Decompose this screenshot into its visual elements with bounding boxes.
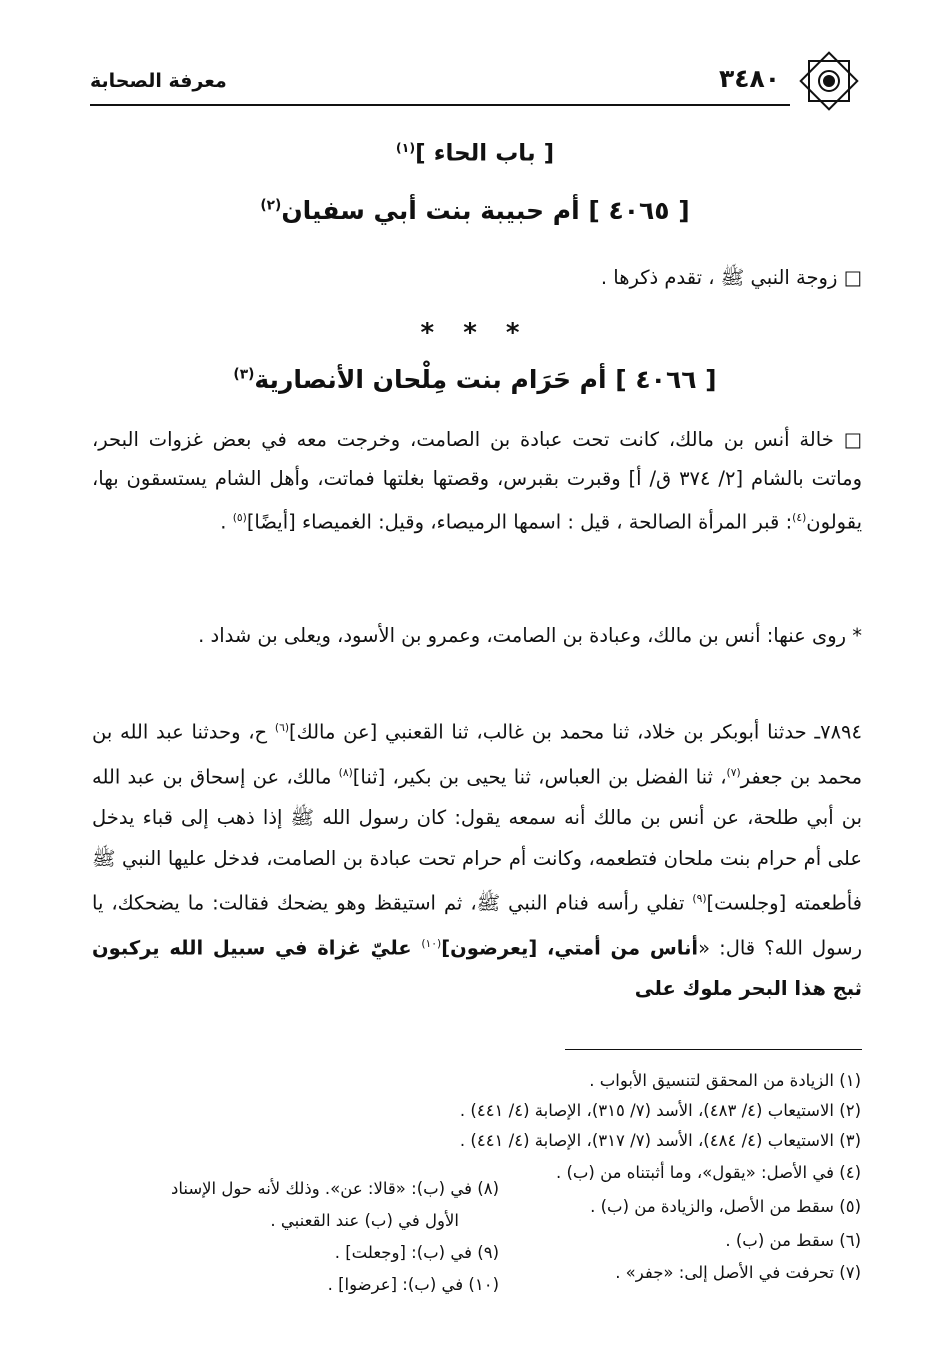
footnote-ref: (٦) <box>274 721 290 734</box>
footnote: (٧) تحرفت في الأصل إلى: «جفر» . <box>615 1263 861 1282</box>
chapter-heading: [ باب الحاء ]$^{(١)}$ <box>395 140 555 167</box>
footnote: (٦) سقط من (ب) . <box>725 1231 861 1250</box>
footnote-ref: (٣) <box>233 366 255 383</box>
footnote: (٤) في الأصل: «يقول»، وما أثبتناه من (ب) . <box>555 1163 861 1182</box>
hadith-paragraph: ٧٨٩٤ـ حدثنا أبوبكر بن خلاد، ثنا محمد بن غالب، ثنا القعنبي [عن مالك]$^{(٦)}$ ح، وحدثنا عبد الله بن محمد بن جعفر$^{(٧)}$، ثنا الفضل بن العباس، ثنا يحيى بن بكير، [ثنا]$^{(٨)}$ مالك، عن إسحاق بن عبد الله بن أبي طلحة، عن أنس بن مالك أنه سمعه يقول: كان رسول الله ﷺ إذا ذهب إلى قباء يدخل على أم حرام بنت ملحان فتطعمه، وكانت أم حرام تحت عبادة بن الصامت، فدخل عليها النبي ﷺ فأطعمته [وجلست]$^{(٩)}$ تفلي رأسه فنام النبي ﷺ، ثم استيقظ وهو يضحك فقالت: ما يضحكك، يا رسول الله؟ قال: «أناس من أمتي، [يعرضون]$^{(١٠)}$ عليّ غزاة في سبيل الله يركبون ثبج هذا البحر ملوك على <box>92 720 863 1000</box>
biography-paragraph: □ خالة أنس بن مالك، كانت تحت عبادة بن الصامت، وخرجت معه في بعض غزوات البحر، وماتت بالشام [٢/ ٣٧٤ ق/ أ] وقبرت بقبرس، وقصتها بغلتها فماتت، وأهل الشام يستسقون بها، يقولون$^{(٤)}$: قبر المرأة الصالحة ، قيل : اسمها الرميصاء، وقيل: الغميصاء [أيضًا]$^{(٥)}$ . <box>92 428 862 534</box>
footnote: (١٠) في (ب): [عرضوا] . <box>327 1275 499 1294</box>
page-header <box>90 60 860 106</box>
star-ornament-icon <box>798 50 860 112</box>
footnote-ref: (٢) <box>260 197 282 214</box>
page-number: ٣٤٨٠ <box>718 64 780 93</box>
footnote: (٨) في (ب): «قالا: عن». وذلك لأنه حول الإسناد <box>170 1179 499 1198</box>
footnote: (٥) سقط من الأصل، والزيادة من (ب) . <box>590 1197 861 1216</box>
footnote: (٣) الاستيعاب (٤/ ٤٨٤)، الأسد (٧/ ٣١٧)، الإصابة (٤/ ٤٤١) . <box>459 1131 861 1150</box>
footnote-ref: (١) <box>395 140 416 155</box>
entry-heading: [ ٤٠٦٦ ] أم حَرَام بنت مِلْحان الأنصارية$^{(٣)}$ <box>233 365 717 394</box>
entry-heading: [ ٤٠٦٥ ] أم حبيبة بنت أبي سفيان$^{(٢)}$ <box>260 196 690 225</box>
footnote-ref: (٤) <box>792 511 807 524</box>
entry-text: □ زوجة النبي ﷺ ، تقدم ذكرها . <box>600 266 862 289</box>
footnote-rule <box>565 1049 862 1050</box>
footnote-ref: (٥) <box>232 511 247 524</box>
footnote: (١) الزيادة من المحقق لتنسيق الأبواب . <box>589 1071 861 1090</box>
footnote-ref: (٧) <box>726 766 741 779</box>
separator-stars: * * * <box>420 318 530 348</box>
footnote: الأول في (ب) عند القعنبي . <box>270 1211 459 1230</box>
footnote: (٩) في (ب): [وجعلت] . <box>334 1243 499 1262</box>
footnote-ref: (١٠) <box>421 937 442 950</box>
footnote: (٢) الاستيعاب (٤/ ٤٨٣)، الأسد (٧/ ٣١٥)، الإصابة (٤/ ٤٤١) . <box>459 1101 861 1120</box>
footnote-ref: (٨) <box>338 766 353 779</box>
book-title: معرفة الصحابة <box>90 70 227 92</box>
footnote-ref: (٩) <box>692 892 707 905</box>
narrators-paragraph: * روى عنها: أنس بن مالك، وعبادة بن الصامت، وعمرو بن الأسود، ويعلى بن شداد . <box>198 624 862 647</box>
header-rule <box>90 104 790 106</box>
